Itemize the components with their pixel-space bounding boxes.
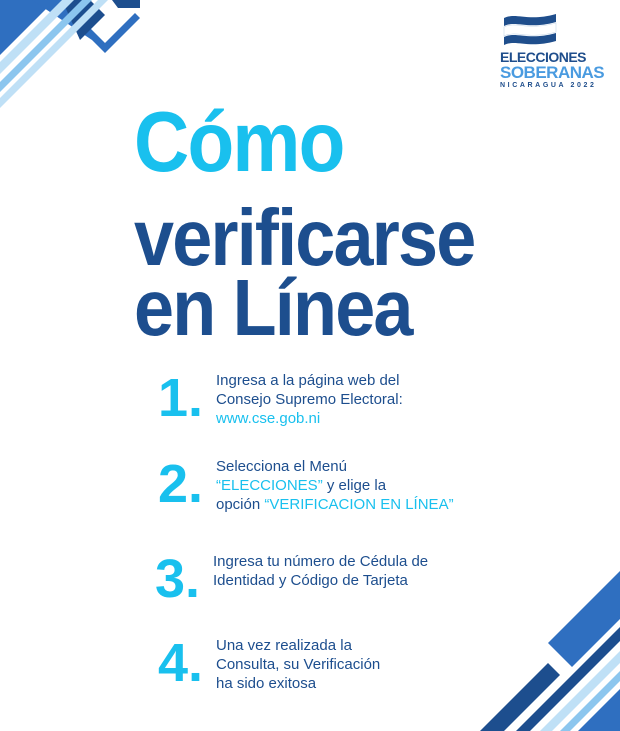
step-text-line: Una vez realizada la (216, 637, 352, 654)
step-description (216, 636, 380, 693)
step-description (216, 457, 454, 514)
title-line-2: verificarse (134, 193, 475, 282)
step-text-line: Ingresa a la página web del (216, 372, 400, 389)
step-text-line: Consulta, su Verificación (216, 656, 381, 673)
step-text-line (216, 495, 454, 514)
page-title (134, 95, 475, 352)
title-line-3: en Línea (134, 263, 412, 352)
step-2 (158, 454, 578, 529)
step-text-line: Identidad y Código de Tarjeta (213, 572, 408, 589)
step-text-line: ha sido exitosa (216, 675, 317, 692)
step-text-line: Consejo Supremo Electoral: (216, 391, 403, 408)
option-name-highlight: “VERIFICACION EN LÍNEA” (264, 496, 454, 513)
step-number: 4. (158, 633, 204, 693)
elecciones-soberanas-logo (500, 12, 605, 89)
menu-name-highlight: “ELECCIONES” (216, 477, 323, 494)
step-number: 3. (155, 549, 201, 609)
step-number: 2. (158, 454, 204, 514)
step-description (213, 552, 428, 590)
step-description (216, 371, 403, 428)
logo-text-soberanas: SOBERANAS (500, 63, 605, 82)
step-number: 1. (158, 368, 204, 428)
bottom-right-stripes-decoration (450, 571, 620, 731)
step-text-line (216, 476, 454, 495)
step-text-line: Ingresa tu número de Cédula de (213, 553, 429, 570)
step-text-fragment: opción (216, 496, 265, 513)
step-text-fragment: y elige la (322, 477, 387, 494)
cse-website-link[interactable]: www.cse.gob.ni (216, 410, 321, 427)
logo-text-elecciones: ELECCIONES (500, 49, 587, 65)
logo-text-nicaragua-2022: NICARAGUA 2022 (500, 82, 597, 89)
step-1 (158, 368, 578, 443)
step-text-line: Selecciona el Menú (216, 458, 347, 475)
top-left-stripes-decoration (0, 0, 140, 125)
title-line-1: Cómo (134, 95, 344, 190)
flag-icon (502, 12, 558, 48)
